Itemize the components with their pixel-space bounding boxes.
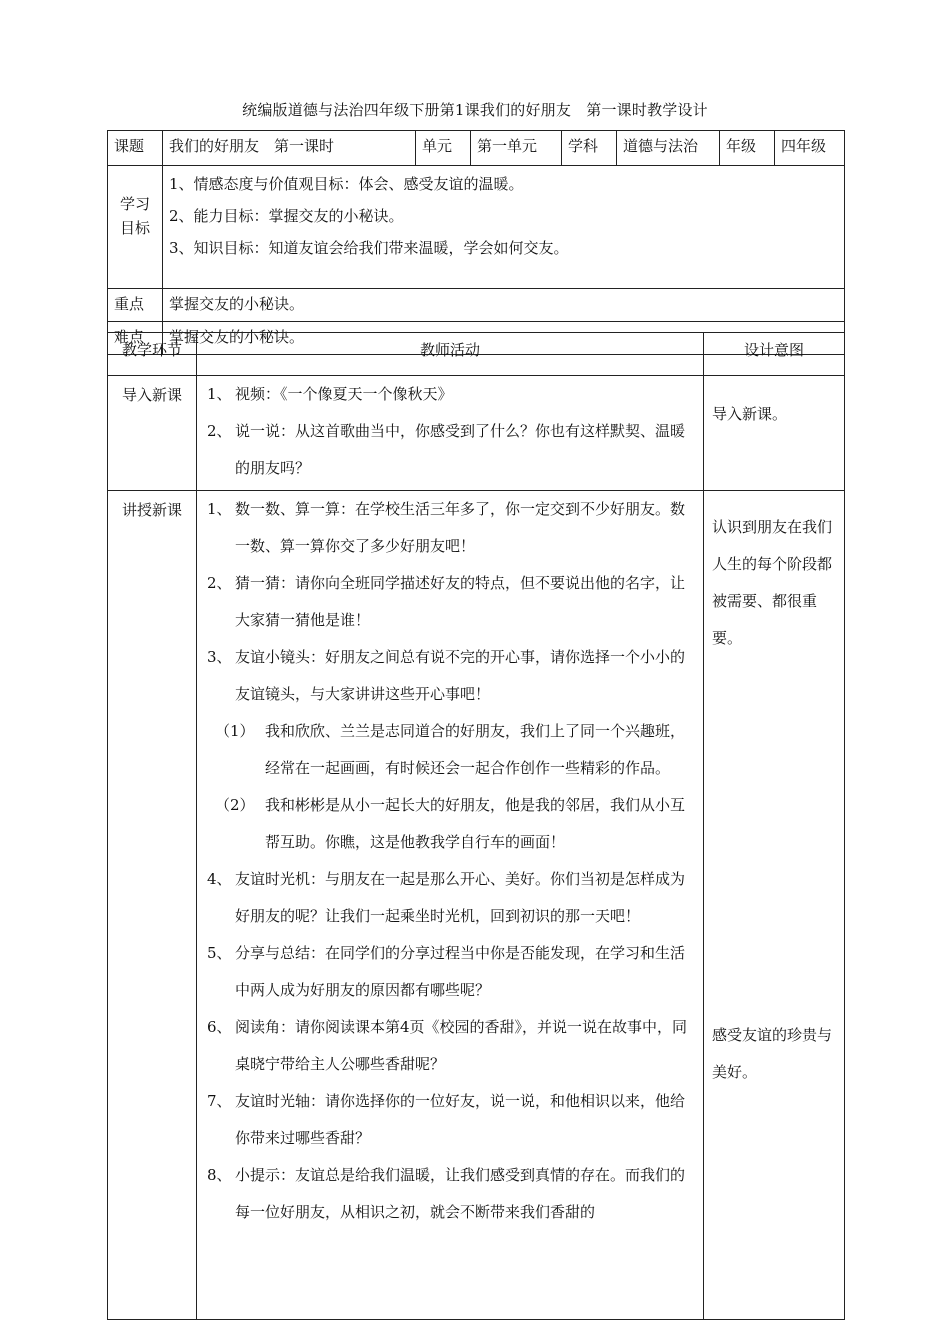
key-point-label: 重点 — [108, 289, 163, 322]
header-activity: 教师活动 — [197, 333, 704, 376]
header-stage: 教学环节 — [108, 333, 197, 376]
unit-label: 单元 — [416, 131, 471, 166]
goal-item: 3、知识目标：知道友谊会给我们带来温暖，学会如何交友。 — [169, 239, 569, 257]
activity-item — [197, 376, 703, 413]
goals-row — [108, 166, 845, 289]
item-text: 友谊时光机：与朋友在一起是那么开心、美好。你们当初是怎样成为好朋友的呢？让我们一起乘坐时光机，回到初识的那一天吧！ — [235, 870, 686, 925]
document-title: 统编版道德与法治四年级下册第1课我们的好朋友 第一课时教学设计 — [242, 101, 708, 119]
subject-value: 道德与法治 — [617, 131, 720, 166]
purpose-text: 认识到朋友在我们人生的每个阶段都被需要、都很重要。 — [712, 518, 833, 647]
intro-stage: 导入新课 — [108, 376, 197, 491]
process-header-row — [108, 333, 845, 376]
item-number: 2、 — [207, 574, 232, 592]
topic-label: 课题 — [108, 131, 163, 166]
goal-item: 2、能力目标：掌握交友的小秘诀。 — [169, 207, 404, 225]
activity-item — [197, 1157, 703, 1231]
item-number: 1、 — [207, 500, 232, 518]
item-text: 阅读角：请你阅读课本第4页《校园的香甜》，并说一说在故事中，同桌晓宁带给主人公哪些香甜呢？ — [235, 1018, 688, 1073]
activity-subitem — [197, 787, 703, 861]
item-text: 小提示：友谊总是给我们温暖，让我们感受到真情的存在。而我们的每一位好朋友，从相识之初，就会不断带来我们香甜的 — [235, 1166, 686, 1221]
activity-item — [197, 413, 703, 487]
item-number: 5、 — [207, 944, 232, 962]
item-number: 2、 — [207, 422, 232, 440]
activity-item — [197, 565, 703, 639]
activity-item — [197, 935, 703, 1009]
activity-item — [197, 639, 703, 713]
item-text: 分享与总结：在同学们的分享过程当中你是否能发现，在学习和生活中两人成为好朋友的原因都有哪些呢？ — [235, 944, 686, 999]
activity-item — [197, 1009, 703, 1083]
header-purpose: 设计意图 — [704, 333, 845, 376]
goal-item: 1、情感态度与价值观目标：体会、感受友谊的温暖。 — [169, 175, 524, 193]
key-point-row — [108, 289, 845, 322]
intro-row — [108, 376, 845, 491]
purpose-text: 导入新课。 — [712, 405, 788, 423]
teach-stage: 讲授新课 — [108, 491, 197, 1320]
subitem-number: （2） — [215, 796, 255, 814]
purpose-text: 感受友谊的珍贵与美好。 — [712, 1026, 833, 1081]
teach-row — [108, 491, 845, 1320]
item-text: 数一数、算一算：在学校生活三年多了，你一定交到不少好朋友。数一数、算一算你交了多少好朋友吧！ — [235, 500, 686, 555]
intro-purpose — [704, 376, 845, 491]
subject-label: 学科 — [562, 131, 617, 166]
grade-value: 四年级 — [775, 131, 845, 166]
unit-value: 第一单元 — [471, 131, 562, 166]
item-text: 猜一猜：请你向全班同学描述好友的特点，但不要说出他的名字，让大家猜一猜他是谁！ — [235, 574, 686, 629]
difficulty-value: 掌握交友的小秘诀。 — [163, 322, 845, 355]
activity-item — [197, 861, 703, 935]
item-text: 友谊小镜头：好朋友之间总有说不完的开心事，请你选择一个小小的友谊镜头，与大家讲讲这些开心事吧！ — [235, 648, 686, 703]
difficulty-label: 难点 — [108, 322, 163, 355]
grade-label: 年级 — [720, 131, 775, 166]
intro-activities — [197, 376, 704, 491]
item-number: 8、 — [207, 1166, 232, 1184]
lesson-info-table — [107, 130, 845, 355]
item-number: 6、 — [207, 1018, 232, 1036]
item-number: 4、 — [207, 870, 232, 888]
subitem-text: 我和欣欣、兰兰是志同道合的好朋友，我们上了同一个兴趣班，经常在一起画画，有时候还会一起合作创作一些精彩的作品。 — [265, 722, 686, 777]
subitem-text: 我和彬彬是从小一起长大的好朋友，他是我的邻居，我们从小互帮互助。你瞧，这是他教我学自行车的画面！ — [265, 796, 686, 851]
item-number: 7、 — [207, 1092, 232, 1110]
item-number: 1、 — [207, 385, 232, 403]
activity-item — [197, 1083, 703, 1157]
item-text: 友谊时光轴：请你选择你的一位好友，说一说，和他相识以来，他给你带来过哪些香甜？ — [235, 1092, 686, 1147]
subitem-number: （1） — [215, 722, 255, 740]
teach-purpose — [704, 491, 845, 1320]
teaching-process-table — [107, 332, 845, 1320]
goals-content — [163, 166, 845, 289]
goals-label — [108, 166, 163, 289]
item-text: 视频：《一个像夏天一个像秋天》 — [235, 385, 453, 403]
item-text: 说一说：从这首歌曲当中，你感受到了什么？你也有这样默契、温暖的朋友吗？ — [235, 422, 686, 477]
key-point-value: 掌握交友的小秘诀。 — [163, 289, 845, 322]
topic-value: 我们的好朋友 第一课时 — [163, 131, 416, 166]
info-row — [108, 131, 845, 166]
item-number: 3、 — [207, 648, 232, 666]
activity-item — [197, 491, 703, 565]
goals-label-line: 学习 — [119, 195, 150, 213]
goals-label-line: 目标 — [119, 219, 150, 237]
teach-activities — [197, 491, 704, 1320]
activity-subitem — [197, 713, 703, 787]
